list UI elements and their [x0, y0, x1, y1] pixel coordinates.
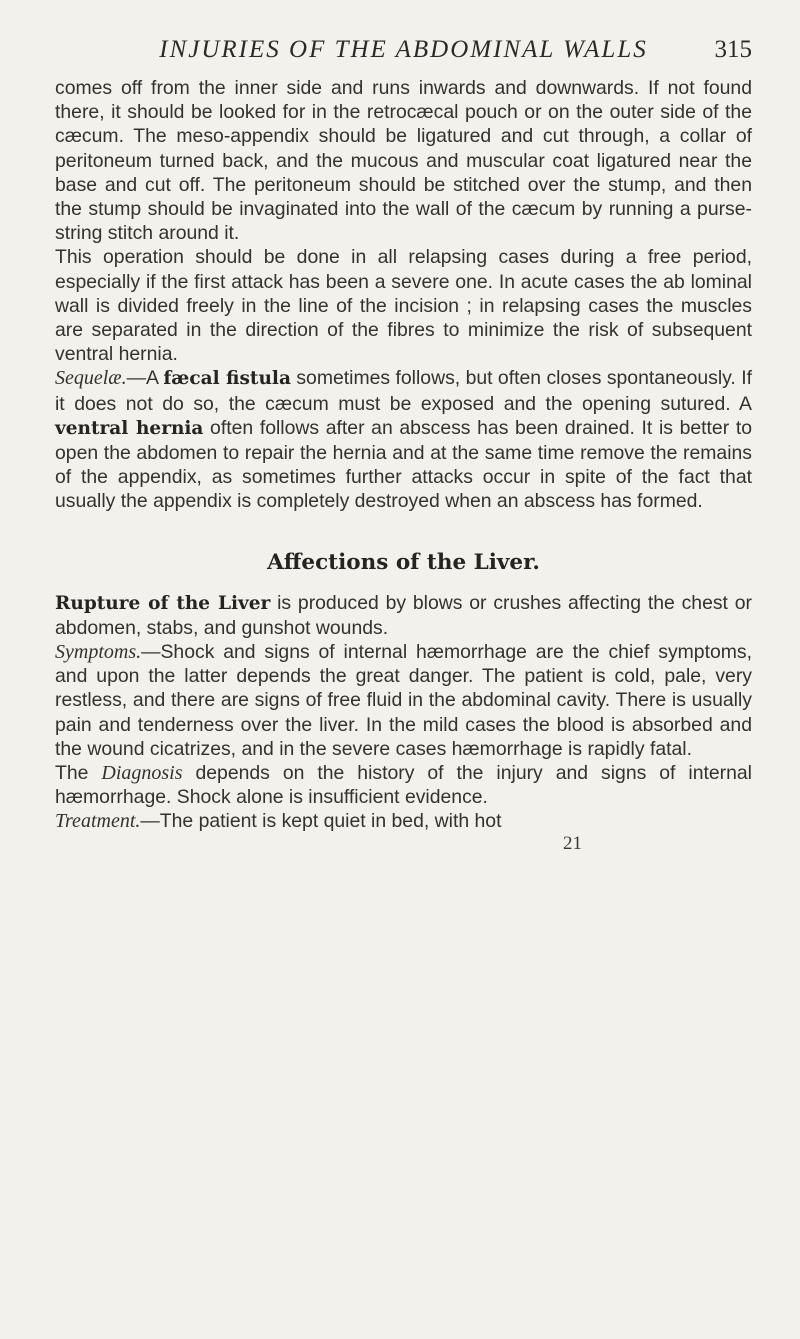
rupture-term: Rupture of the Liver: [55, 592, 271, 614]
ventral-hernia-term: ventral hernia: [55, 417, 204, 439]
sequelae-label: Sequelæ.: [55, 367, 127, 390]
sequelae-text-2: often follows after an abscess has been drained. It is better to open the abdomen to repair the hernia and at the same time remove the remains of the appendix, as sometimes further attacks occur in spite of the fact that usually the appendix is completely destroyed when an abscess has formed.: [55, 416, 752, 513]
diagnosis-prefix: The: [55, 762, 102, 785]
paragraph-diagnosis: [55, 761, 752, 809]
rupture-text: is produced by blows or crushes affecting the chest or abdomen, stabs, and gunshot wounds.: [55, 591, 753, 639]
sequelae-text-1: sometimes follows, but often closes spontaneously. If it does not do so, the cæcum must be exposed and the opening sutured. A: [55, 367, 752, 415]
running-title: INJURIES OF THE ABDOMINAL WALLS: [159, 36, 648, 63]
treatment-text: —The patient is kept quiet in bed, with hot: [140, 810, 502, 833]
symptoms-label: Symptoms.: [55, 641, 142, 664]
symptoms-text: —Shock and signs of internal hæmorrhage are the chief symptoms, and upon the latter depends the great danger. The patient is cold, pale, very restless, and there are signs of free fluid in the abdominal cavity. There is usually pain and tenderness over the liver. In the mild cases the blood is absorbed and the wound cicatrizes, and in the severe cases hæmorrhage is rapidly fatal.: [55, 641, 752, 760]
paragraph-relapsing-cases: This operation should be done in all relapsing cases during a free period, especially if the first attack has been a severe one. In acute cases the ab lominal wall is divided freely in the line of the incision ; in relapsing cases the muscles are separated in the direction of the fibres to minimize the risk of subsequent ventral hernia.: [55, 246, 752, 366]
paragraph-treatment: [55, 809, 752, 833]
paragraph-sequelae: [55, 366, 752, 513]
body-text: [55, 76, 752, 834]
diagnosis-label: Diagnosis: [101, 762, 183, 785]
page-number: 315: [714, 36, 752, 63]
diagnosis-text: depends on the history of the injury and signs of internal hæmorrhage. Shock alone is insufficient evidence.: [55, 762, 752, 809]
treatment-label: Treatment.: [55, 810, 141, 833]
sequelae-dash: —A: [126, 367, 164, 390]
paragraph-symptoms: [55, 640, 752, 761]
faecal-fistula-term: fæcal fistula: [163, 368, 291, 390]
running-head: [55, 36, 752, 76]
signature-mark: 21: [563, 832, 582, 854]
paragraph-rupture: [55, 591, 752, 640]
section-heading-liver: Affections of the Liver.: [267, 549, 540, 575]
paragraph-appendix-operation: comes off from the inner side and runs inwards and downwards. If not found there, it should be looked for in the retrocæcal pouch or on the outer side of the cæcum. The meso-appendix should be ligatured and cut through, a collar of peritoneum turned back, and the mucous and muscular coat ligatured near the base and cut off. The peritoneum should be stitched over the stump, and then the stump should be invaginated into the wall of the cæcum by running a purse-string stitch around it.: [55, 77, 752, 245]
